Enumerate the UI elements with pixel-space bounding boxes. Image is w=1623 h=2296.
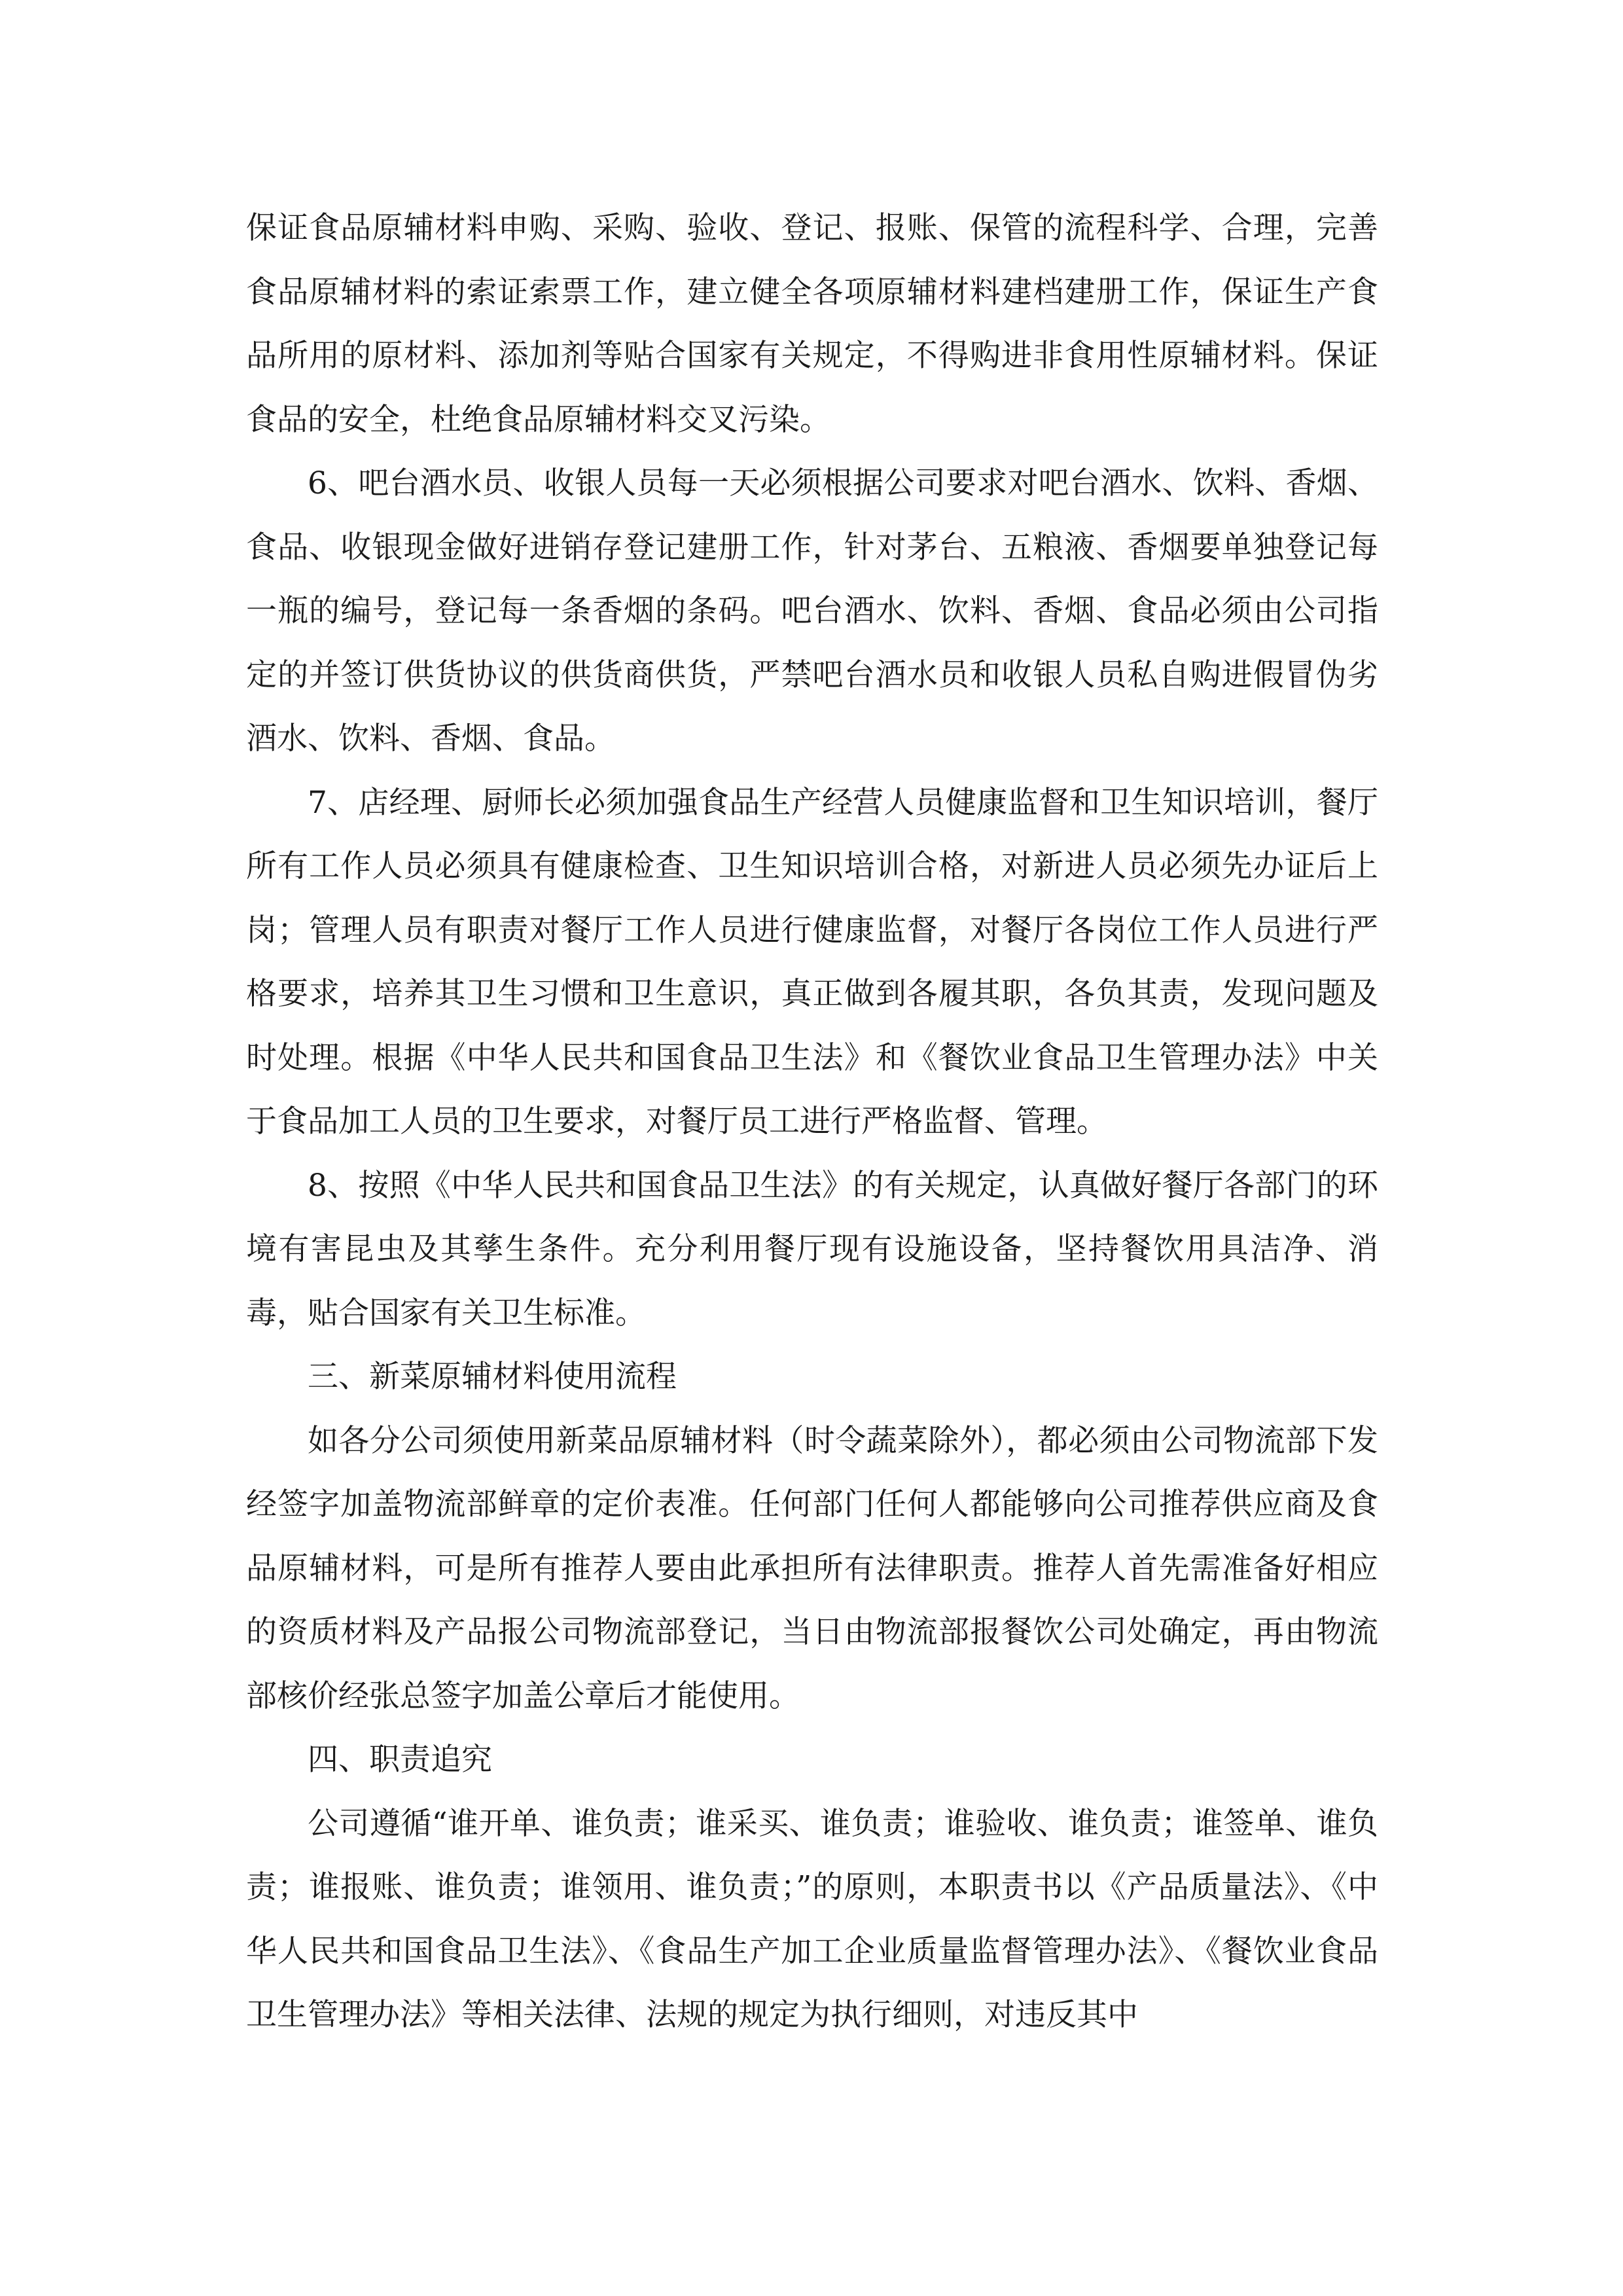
section-heading-3: 三、新菜原辅材料使用流程	[308, 1359, 677, 1395]
document-body	[246, 196, 1378, 2047]
section-heading-4: 四、职责追究	[308, 1742, 492, 1778]
paragraph-continuation: 保证食品原辅材料申购、采购、验收、登记、报账、保管的流程科学、合理，完善食品原辅材料的索证索票工作，建立健全各项原辅材料建档建册工作，保证生产食品所用的原材料、添加剂等贴合国家有关规定，不得购进非食用性原辅材料。保证食品的安全，杜绝食品原辅材料交叉污染。	[246, 210, 1378, 438]
paragraph-item-8: 8、按照《中华人民共和国食品卫生法》的有关规定，认真做好餐厅各部门的环境有害昆虫及其孳生条件。充分利用餐厅现有设施设备，坚持餐饮用具洁净、消毒，贴合国家有关卫生标准。	[246, 1167, 1378, 1331]
paragraph-item-6: 6、吧台酒水员、收银人员每一天必须根据公司要求对吧台酒水、饮料、香烟、食品、收银现金做好进销存登记建册工作，针对茅台、五粮液、香烟要单独登记每一瓶的编号，登记每一条香烟的条码。吧台酒水、饮料、香烟、食品必须由公司指定的并签订供货协议的供货商供货，严禁吧台酒水员和收银人员私自购进假冒伪劣酒水、饮料、香烟、食品。	[246, 465, 1378, 757]
paragraph-item-7: 7、店经理、厨师长必须加强食品生产经营人员健康监督和卫生知识培训，餐厅所有工作人员必须具有健康检查、卫生知识培训合格，对新进人员必须先办证后上岗；管理人员有职责对餐厅工作人员进行健康监督，对餐厅各岗位工作人员进行严格要求，培养其卫生习惯和卫生意识，真正做到各履其职，各负其责，发现问题及时处理。根据《中华人民共和国食品卫生法》和《餐饮业食品卫生管理办法》中关于食品加工人员的卫生要求，对餐厅员工进行严格监督、管理。	[246, 784, 1378, 1139]
paragraph-responsibility: 公司遵循“谁开单、谁负责；谁采买、谁负责；谁验收、谁负责；谁签单、谁负责；谁报账、谁负责；谁领用、谁负责；”的原则，本职责书以《产品质量法》、《中华人民共和国食品卫生法》、《食品生产加工企业质量监督管理办法》、《餐饮业食品卫生管理办法》等相关法律、法规的规定为执行细则，对违反其中	[246, 1805, 1378, 2033]
paragraph-new-dish-process: 如各分公司须使用新菜品原辅材料（时令蔬菜除外），都必须由公司物流部下发经签字加盖物流部鲜章的定价表准。任何部门任何人都能够向公司推荐供应商及食品原辅材料，可是所有推荐人要由此承担所有法律职责。推荐人首先需准备好相应的资质材料及产品报公司物流部登记，当日由物流部报餐饮公司处确定，再由物流部核价经张总签字加盖公章后才能使用。	[246, 1422, 1378, 1714]
